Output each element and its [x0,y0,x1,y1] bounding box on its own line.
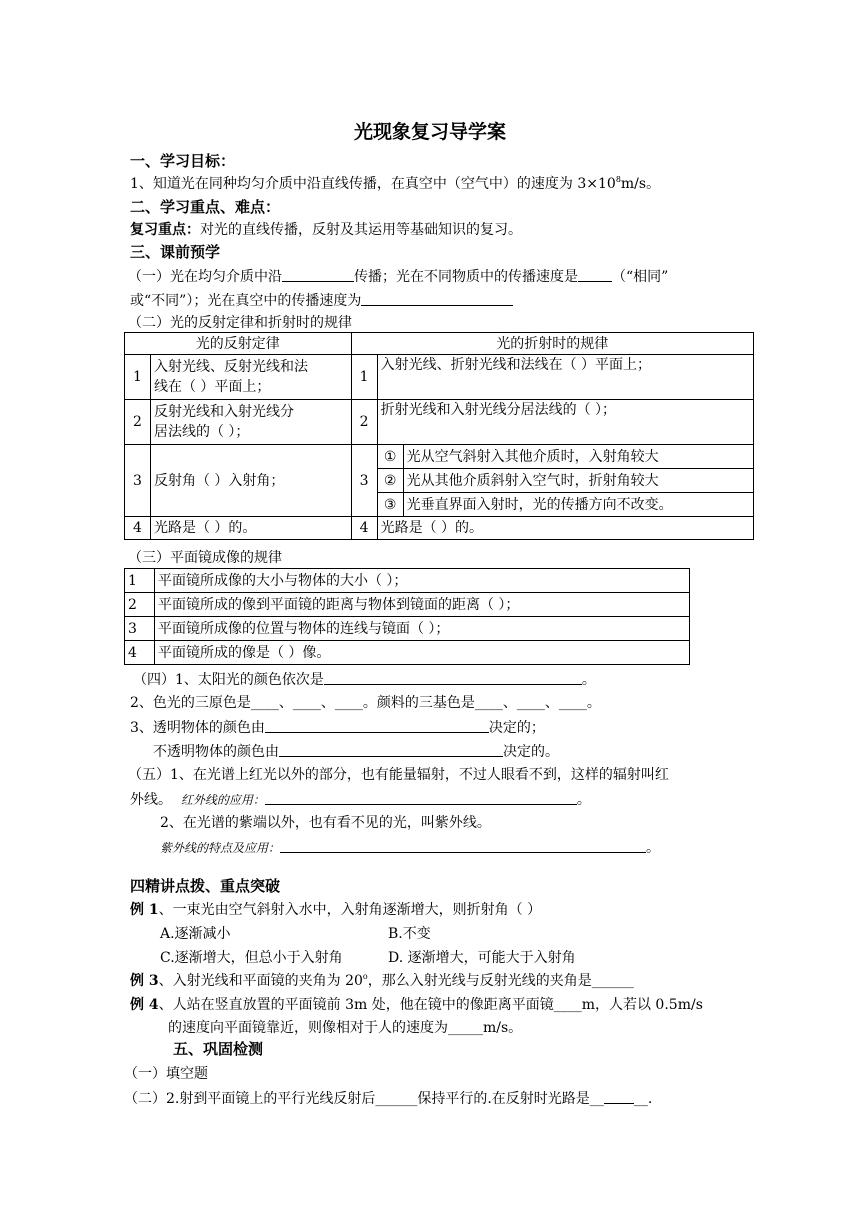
row-number: 1 [125,355,151,400]
reflection-rule-4: 光路是（ ）的。 [150,517,351,540]
preview-line-2: 或“不同”）；光在真空中的传播速度为 [130,291,513,310]
color-line-2: 2、色光的三原色是____、____、____。颜料的三基色是____、____、____。 [130,695,601,711]
row-number: 2 [125,593,155,617]
mirror-rule-3: 平面镜所成像的位置与物体的连线与镜面（ ）； [154,617,689,641]
example-1: 例 1、一束光由空气斜射入水中，入射角逐渐增大，则折射角（ ） [130,902,542,918]
mirror-rule-4: 平面镜所成的像是（ ）像。 [154,641,689,665]
option-c: C.逐渐增大，但总小于入射角 [160,950,343,966]
mirror-table [124,568,690,665]
focus-line: 复习重点：对光的直线传播，反射及其运用等基础知识的复习。 [130,222,522,238]
row-number: 1 [125,569,155,593]
reflection-refraction-table [124,332,754,540]
page-title: 光现象复习导学案 [353,121,506,143]
preview-line-3: （二）光的反射定律和折射时的规律 [128,315,352,331]
header-refraction: 光的折射时的规律 [351,333,753,355]
header-reflection: 光的反射定律 [125,333,352,355]
row-number: 4 [351,517,377,540]
row-number: 4 [125,641,155,665]
example-4-cont: 的速度向平面镜靠近，则像相对于人的速度为_____m/s。 [168,1020,523,1036]
goal-line: 1、知道光在同种均匀介质中沿直线传播，在真空中（空气中）的速度为 $3\times 10^8m/s$。 [130,175,661,192]
row-number: 3 [125,445,151,517]
option-b: B.不变 [388,926,431,942]
sub-number: ③ [377,493,403,517]
preview-line-1: （一）光在均匀介质中沿 传播；光在不同物质中的传播速度是 （“相同” [128,269,669,285]
section-heading-goals: 一、学习目标： [130,152,236,170]
sub-number: ① [377,445,403,469]
section-heading-examples: 四精讲点拨、重点突破 [130,877,281,895]
row-number: 2 [125,400,151,445]
section-heading-focus: 二、学习重点、难点： [130,198,281,216]
color-line-3: 3、透明物体的颜色由 决定的； [130,720,545,736]
option-d: D. 逐渐增大，可能大于入射角 [388,950,576,966]
mirror-rule-1: 平面镜所成像的大小与物体的大小（ ）； [154,569,689,593]
refraction-rule-1: 入射光线、折射光线和法线在（ ）平面上； [377,355,753,400]
refraction-rule-3a: 光从空气斜射入其他介质时，入射角较大 [403,445,753,469]
spectrum-line-3: 2、在光谱的紫端以外，也有看不见的光，叫紫外线。 [160,815,491,831]
row-number: 4 [125,517,151,540]
example-3: 例 3、入射光线和平面镜的夹角为 20$^o$，那么入射光线与反射光线的夹角是______ [130,972,634,989]
check-line-2: （二）2.射到平面镜上的平行光线反射后______保持平行的.在反射时光路是__ __. [124,1091,653,1107]
preview-line-4: （三）平面镜成像的规律 [128,550,282,566]
refraction-rule-3b: 光从其他介质斜射入空气时，折射角较大 [403,469,753,493]
refraction-rule-3c: 光垂直界面入射时，光的传播方向不改变。 [403,493,753,517]
color-line-1: （四）1、太阳光的颜色依次是 。 [133,672,596,688]
reflection-rule-1: 入射光线、反射光线和法 线在（ ）平面上； [150,355,351,400]
check-line-1: （一）填空题 [124,1066,208,1082]
refraction-rule-2: 折射光线和入射光线分居法线的（ ）； [377,400,753,445]
sub-number: ② [377,469,403,493]
option-a: A.逐渐减小 [160,926,231,942]
exponent: 8 [615,175,621,184]
reflection-rule-3: 反射角（ ）入射角； [150,445,351,517]
color-line-4: 不透明物体的颜色由 决定的。 [153,744,559,760]
refraction-rule-4: 光路是（ ）的。 [377,517,753,540]
example-4: 例 4、人站在竖直放置的平面镜前 3m 处，他在镜中的像距离平面镜____m，人若以 0.5m/s [130,997,703,1013]
mirror-rule-2: 平面镜所成的像到平面镜的距离与物体到镜面的距离（ ）； [154,593,689,617]
section-heading-check: 五、巩固检测 [173,1040,264,1058]
row-number: 3 [351,445,377,517]
spectrum-line-4: 紫外线的特点及应用： 。 [160,840,661,856]
spectrum-line-1: （五）1、在光谱上红光以外的部分，也有能量辐射，不过人眼看不到，这样的辐射叫红 [128,767,669,783]
row-number: 3 [125,617,155,641]
reflection-rule-2: 反射光线和入射光线分 居法线的（ ）； [150,400,351,445]
section-heading-preview: 三、课前预学 [130,243,221,261]
row-number: 1 [351,355,377,400]
spectrum-line-2: 外线。 红外线的应用： 。 [130,792,591,808]
row-number: 2 [351,400,377,445]
